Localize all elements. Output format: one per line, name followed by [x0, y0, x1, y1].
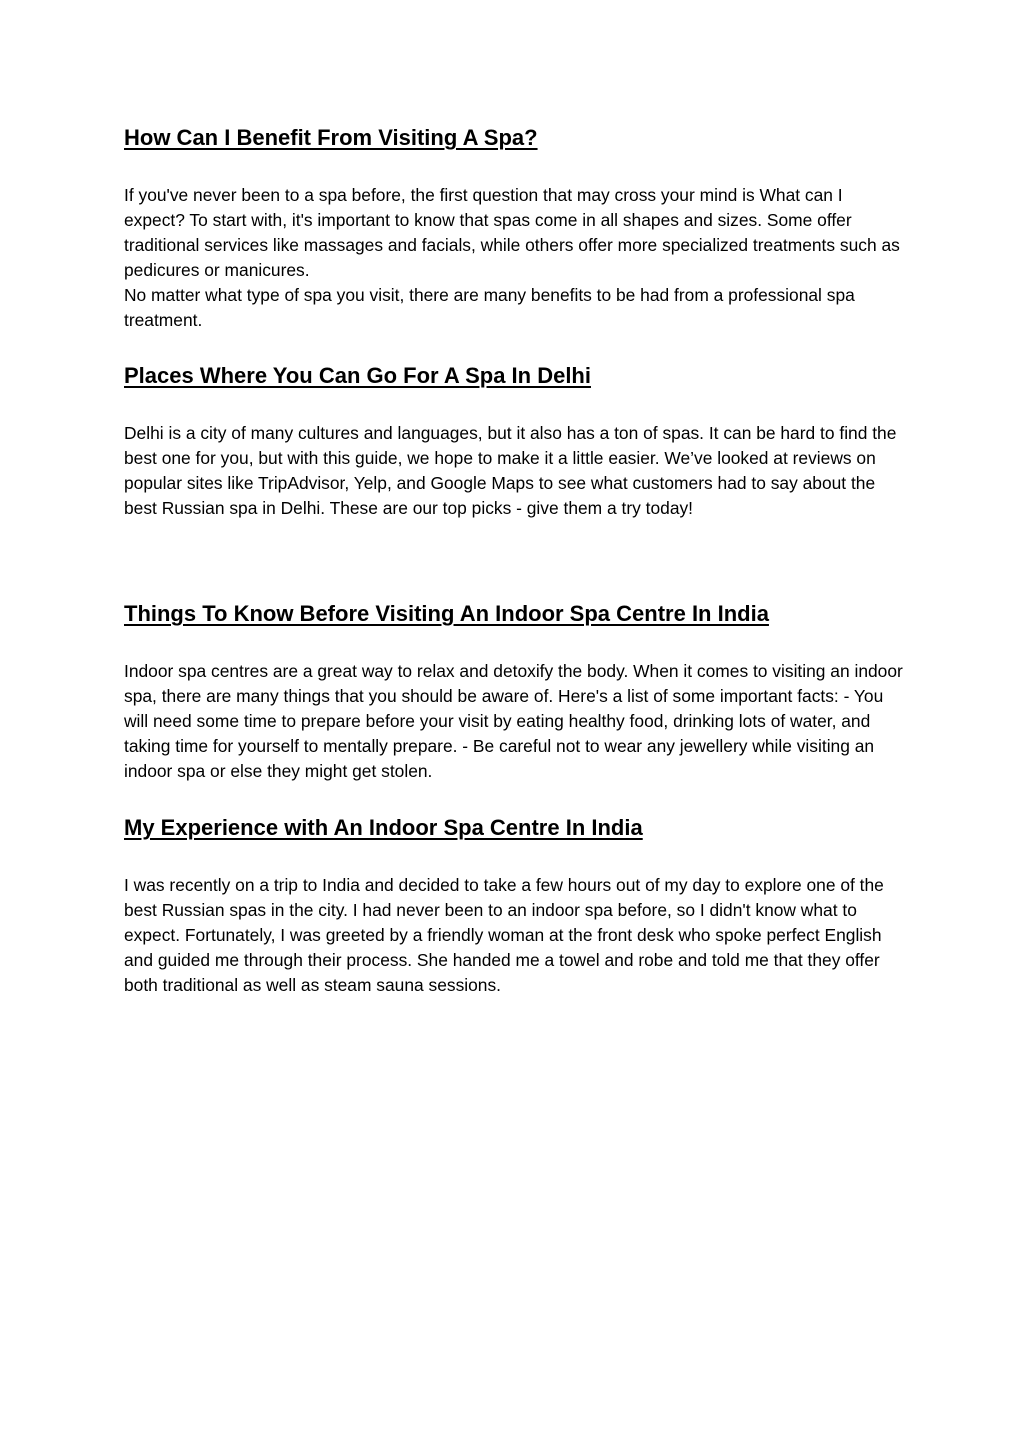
section-heading: How Can I Benefit From Visiting A Spa?	[124, 125, 538, 150]
spacer	[124, 390, 904, 421]
section-heading: Things To Know Before Visiting An Indoor Spa Centre In India	[124, 601, 769, 626]
section-spa-places-delhi	[124, 362, 904, 521]
section-heading: My Experience with An Indoor Spa Centre In India	[124, 815, 643, 840]
section-my-experience	[124, 814, 904, 998]
section-paragraph: Delhi is a city of many cultures and languages, but it also has a ton of spas. It can be hard to find the best one for you, but with this guide, we hope to make it a little easier. We’ve looked at reviews on popular sites like TripAdvisor, Yelp, and Google Maps to see what customers had to say about the best Russian spa in Delhi. These are our top picks - give them a try today!	[124, 423, 897, 518]
section-paragraph: No matter what type of spa you visit, there are many benefits to be had from a professional spa treatment.	[124, 285, 855, 330]
section-paragraph: Indoor spa centres are a great way to relax and detoxify the body. When it comes to visiting an indoor spa, there are many things that you should be aware of. Here's a list of some important facts: - You will need some time to prepare before your visit by eating healthy food, drinking lots of water, and taking time for yourself to mentally prepare. - Be careful not to wear any jewellery while visiting an indoor spa or else they might get stolen.	[124, 661, 903, 781]
section-heading: Places Where You Can Go For A Spa In Delhi	[124, 363, 591, 388]
spacer	[124, 152, 904, 183]
section-spa-benefits	[124, 124, 904, 333]
spacer	[124, 842, 904, 873]
section-paragraph: If you've never been to a spa before, the first question that may cross your mind is What can I expect? To start with, it's important to know that spas come in all shapes and sizes. Some offer traditional services like massages and facials, while others offer more specialized treatments such as pedicures or manicures.	[124, 185, 900, 280]
section-paragraph: I was recently on a trip to India and decided to take a few hours out of my day to explore one of the best Russian spas in the city. I had never been to an indoor spa before, so I didn't know what to expect. Fortunately, I was greeted by a friendly woman at the front desk who spoke perfect English and guided me through their process. She handed me a towel and robe and told me that they offer both traditional as well as steam sauna sessions.	[124, 875, 884, 995]
spacer	[124, 628, 904, 659]
section-things-to-know	[124, 600, 904, 784]
